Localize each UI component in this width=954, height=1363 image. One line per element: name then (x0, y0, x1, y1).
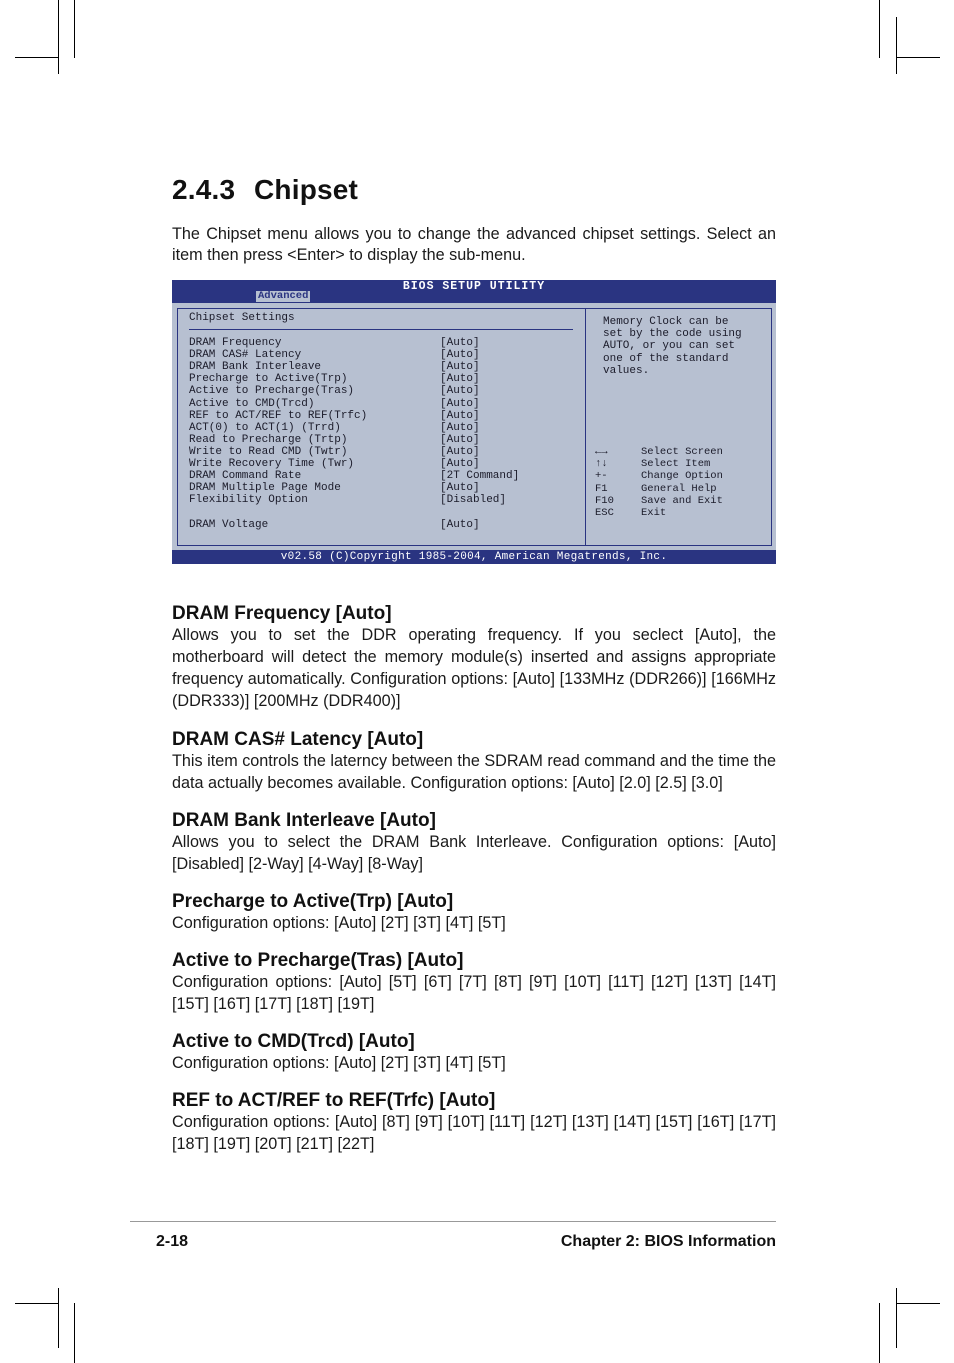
page-title (172, 174, 358, 206)
bios-setting-command-rate[interactable] (189, 470, 549, 482)
help-line: values. (603, 364, 650, 377)
setting-value: [Disabled] (440, 494, 507, 507)
crop-mark (74, 1303, 75, 1363)
bios-title: BIOS SETUP UTILITY (402, 280, 546, 293)
setting-value: [Auto] (440, 397, 480, 410)
key-desc: Select Screen (641, 446, 723, 458)
help-line: Memory Clock can be (603, 316, 729, 328)
setting-value: [Auto] (440, 409, 480, 422)
crop-mark (896, 17, 897, 74)
heading-ref-to-act: REF to ACT/REF to REF(Trfc) [Auto] (172, 1090, 496, 1111)
setting-value: [Auto] (440, 361, 480, 374)
setting-label: Precharge to Active(Trp) (189, 373, 348, 386)
bios-header (172, 280, 776, 303)
bios-setting-dram-cas-latency[interactable] (189, 349, 549, 361)
heading-precharge-to-active: Precharge to Active(Trp) [Auto] (172, 891, 454, 912)
setting-value: [Auto] (440, 445, 480, 458)
crop-mark (896, 1303, 940, 1304)
key-desc: Exit (641, 507, 667, 519)
heading-active-to-cmd: Active to CMD(Trcd) [Auto] (172, 1031, 415, 1052)
key-desc: Change Option (641, 470, 723, 483)
setting-value: [Auto] (440, 433, 480, 446)
crop-mark (58, 1288, 59, 1348)
body-active-to-precharge: Configuration options: [Auto] [5T] [6T] [7T] [8T] [9T] [10T] [11T] [12T] [13T] [14T] [15T] [16T] [17T] [18T] [19T] (172, 973, 776, 1013)
crop-mark (896, 1288, 897, 1348)
setting-label: Write Recovery Time (Twr) (189, 458, 355, 470)
setting-value: [Auto] (440, 373, 480, 386)
body-dram-bank-interleave: Allows you to select the DRAM Bank Interleave. Configuration options: [Auto] [Disabled] [2-Way] [4-Way] [8-Way] (172, 833, 776, 873)
bios-help-text (603, 316, 763, 377)
setting-label: DRAM Multiple Page Mode (189, 482, 341, 495)
setting-label: Active to CMD(Trcd) (189, 397, 315, 410)
bios-setting-write-to-read[interactable] (189, 446, 549, 458)
crop-mark (879, 1303, 880, 1363)
setting-label: REF to ACT/REF to REF(Trfc) (189, 409, 368, 422)
section-title-text: Chipset (254, 174, 359, 205)
section-number: 2.4.3 (172, 174, 236, 205)
help-line: AUTO, or you can set (603, 340, 736, 353)
heading-active-to-precharge: Active to Precharge(Tras) [Auto] (172, 950, 464, 971)
setting-label: DRAM Voltage (189, 518, 269, 531)
bios-setting-dram-frequency[interactable] (189, 337, 549, 349)
bios-setting-active-to-cmd[interactable] (189, 398, 549, 410)
setting-label: DRAM Frequency (189, 337, 282, 349)
bios-setting-act0-to-act1[interactable] (189, 422, 549, 434)
setting-label: Write to Read CMD (Twtr) (189, 445, 348, 458)
crop-mark (15, 57, 58, 58)
setting-value: [Auto] (440, 421, 480, 434)
heading-dram-cas-latency: DRAM CAS# Latency [Auto] (172, 729, 424, 750)
crop-mark (896, 57, 940, 58)
setting-value: [Auto] (440, 518, 480, 531)
bios-setting-multiple-page-mode[interactable] (189, 482, 549, 494)
setting-label: ACT(0) to ACT(1) (Trrd) (189, 421, 341, 434)
setting-label: DRAM CAS# Latency (189, 349, 302, 362)
setting-label: Read to Precharge (Trtp) (189, 433, 348, 446)
help-line: set by the code using (603, 328, 742, 341)
body-precharge-to-active: Configuration options: [Auto] [2T] [3T] [4T] [5T] (172, 914, 506, 932)
bios-setting-dram-bank-interleave[interactable] (189, 361, 549, 373)
arrows-left-right-icon: ←→ (595, 446, 608, 458)
tab-advanced[interactable]: Advanced (258, 290, 309, 302)
bios-setting-flexibility-option[interactable] (189, 494, 549, 506)
bios-setting-read-to-precharge[interactable] (189, 434, 549, 446)
crop-mark (879, 0, 880, 58)
key-label: F1 (595, 482, 608, 495)
body-dram-cas-latency: This item controls the laterncy between the SDRAM read command and the time the data actually becomes available. Configuration options: [Auto] [2.0] [2.5] [3.0] (172, 752, 776, 792)
page-number: 2-18 (156, 1233, 189, 1250)
setting-value: [Auto] (440, 337, 480, 349)
bios-screenshot (172, 280, 776, 564)
heading-dram-bank-interleave: DRAM Bank Interleave [Auto] (172, 810, 436, 831)
intro-paragraph: The Chipset menu allows you to change the advanced chipset settings. Select an item then press <Enter> to display the sub-menu. (172, 225, 776, 264)
setting-label: Active to Precharge(Tras) (189, 385, 355, 398)
key-desc: Save and Exit (641, 494, 723, 507)
bios-setting-write-recovery[interactable] (189, 458, 549, 470)
body-active-to-cmd: Configuration options: [Auto] [2T] [3T] [4T] [5T] (172, 1054, 506, 1072)
bios-setting-ref-to-act[interactable] (189, 410, 549, 422)
key-desc: Select Item (641, 458, 711, 471)
arrows-up-down-icon: ↑↓ (595, 458, 608, 471)
bios-divider (585, 308, 586, 546)
body-ref-to-act: Configuration options: [Auto] [8T] [9T] [10T] [11T] [12T] [13T] [14T] [15T] [16T] [17T] [18T] [19T] [20T] [21T] [22T] (172, 1113, 776, 1153)
bios-setting-precharge-to-active[interactable] (189, 373, 549, 385)
bios-panel-underline (189, 329, 573, 330)
setting-label: DRAM Command Rate (189, 470, 302, 483)
key-desc: General Help (641, 482, 717, 495)
setting-value: [Auto] (440, 385, 480, 398)
body-dram-frequency: Allows you to set the DDR operating frequency. If you seclect [Auto], the motherboard will detect the memory module(s) inserted and assigns appropriate frequency automatically. Configuration options: [Auto] [133MHz (DDR266)] [166MHz (DDR333)] [200MHz (DDR400)] (172, 626, 776, 710)
key-label: ESC (595, 507, 614, 519)
key-label: +- (595, 470, 608, 483)
setting-value: [2T Command] (440, 470, 520, 483)
heading-dram-frequency: DRAM Frequency [Auto] (172, 603, 392, 624)
setting-value: [Auto] (440, 482, 480, 495)
setting-label: DRAM Bank Interleave (189, 361, 322, 374)
crop-mark (15, 1303, 58, 1304)
setting-label: Flexibility Option (189, 494, 308, 507)
crop-mark (58, 0, 59, 74)
bios-setting-dram-voltage[interactable] (189, 519, 549, 531)
bios-panel-title: Chipset Settings (189, 312, 295, 324)
bios-setting-active-to-precharge[interactable] (189, 385, 549, 397)
crop-mark (74, 0, 75, 58)
setting-value: [Auto] (440, 458, 480, 470)
key-label: F10 (595, 494, 614, 507)
chapter-title: Chapter 2: BIOS Information (560, 1233, 776, 1250)
bios-footer: v02.58 (C)Copyright 1985-2004, American Megatrends, Inc. (172, 550, 776, 564)
footer-divider (130, 1221, 776, 1222)
help-line: one of the standard (603, 352, 729, 365)
setting-value: [Auto] (440, 349, 480, 362)
